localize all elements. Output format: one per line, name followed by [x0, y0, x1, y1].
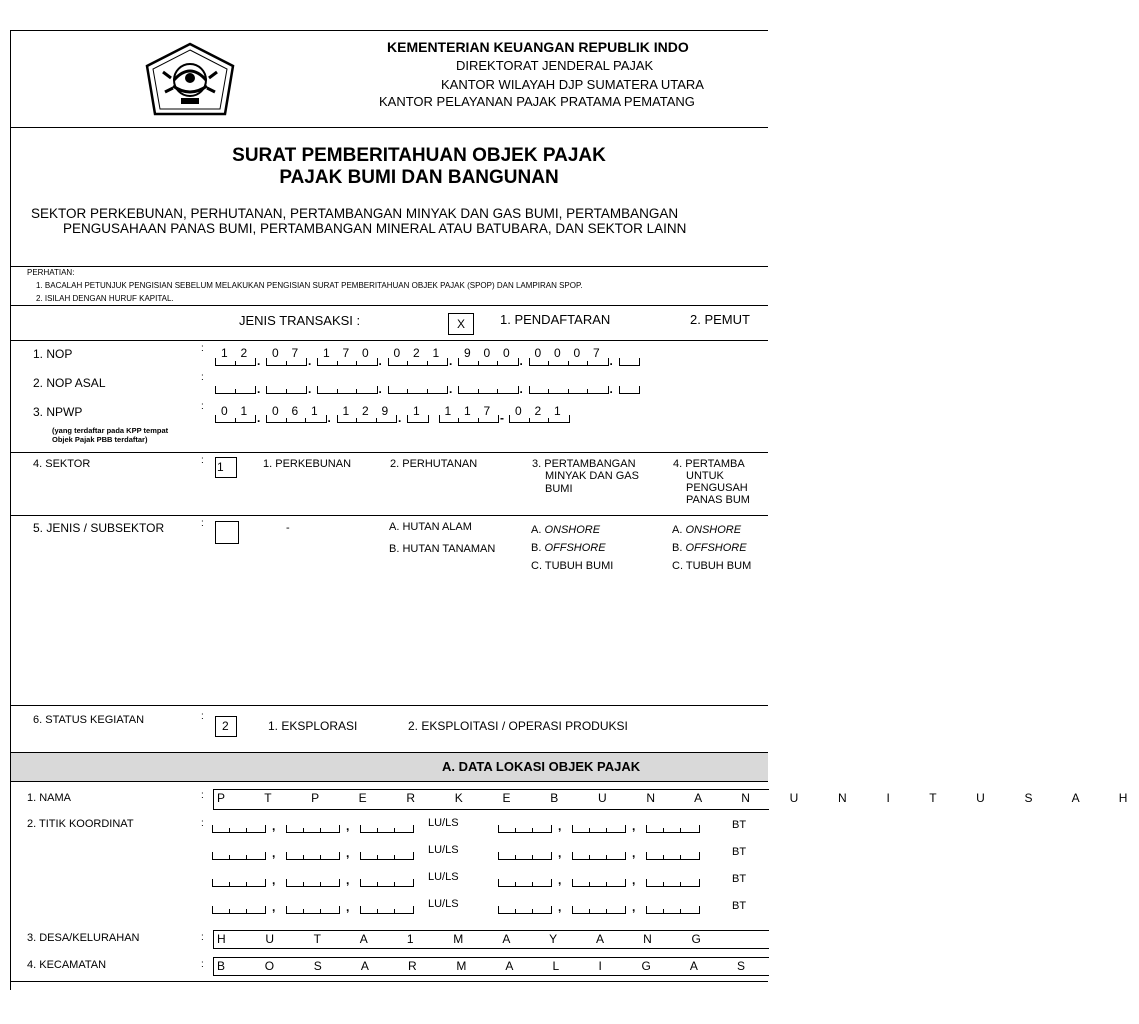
coord-divider: [377, 828, 378, 832]
separator: .: [449, 354, 453, 368]
digit: 1: [554, 404, 561, 418]
sector-option-geothermal-line3: PENGUSAH: [686, 482, 748, 494]
coord-group: [572, 906, 626, 914]
coord-group: [646, 879, 700, 887]
section-a-heading: A. DATA LOKASI OBJEK PAJAK: [442, 759, 641, 774]
separator: .: [327, 411, 331, 425]
coord-group: [360, 852, 414, 860]
coord-divider: [680, 828, 681, 832]
separator: .: [378, 354, 382, 368]
header-directorate: DIREKTORAT JENDERAL PAJAK: [456, 58, 654, 73]
digit: 1: [240, 404, 248, 418]
digit-group: [317, 386, 378, 394]
digit-group: [529, 386, 609, 394]
coord-divider: [229, 828, 230, 832]
subsector-geo-subsurface: C. TUBUH BUM: [672, 560, 752, 572]
coord-group: [212, 906, 266, 914]
desa-label: 3. DESA/KELURAHAN: [27, 932, 140, 944]
coord-comma: ,: [632, 819, 636, 833]
coord-group: [646, 906, 700, 914]
digit-divider: [235, 389, 236, 393]
digit: 7: [291, 346, 299, 360]
nop-colon: :: [201, 343, 204, 354]
notice-item-1: 1. BACALAH PETUNJUK PENGISIAN SEBELUM MELAKUKAN PENGISIAN SURAT PEMBERITAHUAN OBJEK PAJAK (SPOP) DAN LAMPIRAN SPOP.: [36, 281, 583, 290]
sector-label: 4. SEKTOR: [33, 458, 91, 470]
separator: .: [308, 354, 312, 368]
coord-comma: ,: [632, 846, 636, 860]
bt-label: BT: [732, 900, 747, 912]
separator: .: [519, 354, 523, 368]
digit-divider: [529, 418, 530, 422]
npwp-field[interactable]: [213, 402, 768, 428]
coord-divider: [680, 909, 681, 913]
digit-group: [619, 358, 641, 366]
digit-group: [215, 386, 256, 394]
separator: .: [378, 382, 382, 396]
coord-group: [498, 825, 552, 833]
coord-divider: [394, 828, 395, 832]
coord-group: [572, 852, 626, 860]
digit-divider: [497, 361, 498, 365]
coord-divider: [320, 882, 321, 886]
coord-divider: [606, 909, 607, 913]
kecamatan-value: B O S A R M A L I G A S: [217, 959, 757, 973]
coord-group: [360, 825, 414, 833]
status-label: 6. STATUS KEGIATAN: [33, 714, 145, 726]
coord-group: [498, 852, 552, 860]
digit-group: [619, 386, 641, 394]
coord-divider: [229, 855, 230, 859]
coord-divider: [320, 855, 321, 859]
digit: 0: [573, 346, 581, 360]
nama-value: P T P E R K E B U N A N U N I T U S A H: [217, 791, 1139, 805]
digit-divider: [497, 389, 498, 393]
coord-divider: [589, 828, 590, 832]
digit: 9: [464, 346, 471, 360]
tax-logo: [143, 42, 237, 118]
lu-ls-label: LU/LS: [428, 871, 459, 883]
coord-divider: [320, 909, 321, 913]
transaction-type-label: JENIS TRANSAKSI :: [239, 313, 361, 328]
sector-value-box[interactable]: 1: [215, 457, 237, 478]
digit-divider: [356, 361, 357, 365]
digit-divider: [427, 361, 428, 365]
separator: .: [257, 354, 261, 368]
coord-divider: [246, 828, 247, 832]
sector-option-mining-oil-gas-line3: BUMI: [545, 483, 573, 495]
form-title: SURAT PEMBERITAHUAN OBJEK PAJAK: [232, 145, 606, 166]
digit: 1: [413, 404, 420, 418]
digit: 2: [240, 346, 248, 360]
koordinat-label: 2. TITIK KOORDINAT: [27, 818, 134, 830]
coord-group: [646, 852, 700, 860]
transaction-type-checkbox[interactable]: X: [448, 313, 474, 335]
koordinat-grid[interactable]: [210, 816, 768, 926]
subsector-label: 5. JENIS / SUBSEKTOR: [33, 521, 165, 535]
coord-group: [360, 906, 414, 914]
desa-value: H U T A 1 M A Y A N G: [217, 932, 713, 946]
lu-ls-label: LU/LS: [428, 817, 459, 829]
status-colon: :: [201, 711, 204, 722]
header-regional-office: KANTOR WILAYAH DJP SUMATERA UTARA: [441, 77, 704, 92]
sector-colon: :: [201, 455, 204, 466]
digit: 1: [221, 346, 228, 360]
separator: .: [519, 382, 523, 396]
coord-divider: [515, 855, 516, 859]
coord-group: [212, 879, 266, 887]
digit: 0: [515, 404, 522, 418]
digit: 1: [464, 404, 471, 418]
koordinat-colon: :: [201, 818, 204, 829]
nop-label: 1. NOP: [33, 347, 73, 361]
subsector-plantation-dash: -: [286, 522, 290, 534]
digit-divider: [407, 389, 408, 393]
coord-divider: [377, 855, 378, 859]
coord-divider: [303, 882, 304, 886]
coord-comma: ,: [558, 900, 562, 914]
subsector-oil-onshore: A. ONSHORE: [531, 524, 601, 536]
subsector-natural-forest: A. HUTAN ALAM: [389, 521, 472, 533]
coord-divider: [532, 909, 533, 913]
coord-comma: ,: [558, 819, 562, 833]
separator: .: [449, 382, 453, 396]
npwp-label: 3. NPWP: [33, 405, 83, 419]
status-value-box[interactable]: 2: [215, 716, 237, 737]
coord-group: [572, 825, 626, 833]
coord-divider: [394, 855, 395, 859]
nama-label: 1. NAMA: [27, 792, 72, 804]
coord-divider: [303, 855, 304, 859]
header-ministry: KEMENTERIAN KEUANGAN REPUBLIK INDO: [387, 39, 689, 55]
digit-divider: [427, 389, 428, 393]
digit: 0: [483, 346, 491, 360]
header-service-office: KANTOR PELAYANAN PAJAK PRATAMA PEMATANG: [379, 94, 695, 109]
separator: .: [257, 382, 261, 396]
digit-divider: [568, 361, 569, 365]
lu-ls-label: LU/LS: [428, 898, 459, 910]
digit: 0: [221, 404, 228, 418]
digit: 1: [432, 346, 440, 360]
sector-option-geothermal-line2: UNTUK: [686, 470, 724, 482]
coord-divider: [532, 855, 533, 859]
coord-divider: [303, 828, 304, 832]
kecamatan-colon: :: [201, 959, 204, 970]
desa-colon: :: [201, 932, 204, 943]
nop-field[interactable]: [213, 346, 768, 368]
coord-divider: [320, 828, 321, 832]
nop-asal-colon: :: [201, 372, 204, 383]
coord-comma: ,: [272, 819, 276, 833]
digit-divider: [478, 389, 479, 393]
digit-divider: [286, 361, 287, 365]
coord-divider: [663, 828, 664, 832]
digit: 2: [362, 404, 369, 418]
coord-comma: ,: [346, 819, 350, 833]
notice-heading: PERHATIAN:: [27, 268, 75, 277]
notice-item-2: 2. ISILAH DENGAN HURUF KAPITAL.: [36, 294, 174, 303]
sector-option-plantation: 1. PERKEBUNAN: [263, 458, 352, 470]
coord-divider: [606, 882, 607, 886]
coord-group: [212, 825, 266, 833]
coord-comma: ,: [346, 846, 350, 860]
form-subtitle: PAJAK BUMI DAN BANGUNAN: [279, 167, 559, 188]
digit-divider: [337, 361, 338, 365]
digit-divider: [305, 418, 306, 422]
coord-group: [286, 906, 340, 914]
coord-group: [212, 852, 266, 860]
coord-comma: ,: [272, 900, 276, 914]
coord-divider: [532, 882, 533, 886]
digit-divider: [286, 418, 287, 422]
coord-divider: [394, 909, 395, 913]
bt-label: BT: [732, 846, 747, 858]
nop-asal-field[interactable]: [213, 376, 768, 398]
sector-description-line1: SEKTOR PERKEBUNAN, PERHUTANAN, PERTAMBANGAN MINYAK DAN GAS BUMI, PERTAMBANGAN: [31, 206, 679, 221]
coord-divider: [663, 882, 664, 886]
npwp-note-line2: Objek Pajak PBB terdaftar): [52, 435, 148, 444]
digit: 2: [534, 404, 542, 418]
sector-option-geothermal-line1: 4. PERTAMBA: [673, 458, 745, 470]
nop-asal-label: 2. NOP ASAL: [33, 376, 106, 390]
coord-divider: [246, 882, 247, 886]
digit-divider: [587, 389, 588, 393]
coord-divider: [246, 855, 247, 859]
coord-divider: [606, 828, 607, 832]
status-option-exploitation: 2. EKSPLOITASI / OPERASI PRODUKSI: [408, 719, 628, 733]
digit: 0: [534, 346, 542, 360]
digit-divider: [235, 418, 236, 422]
transaction-option-update: 2. PEMUT: [690, 312, 750, 327]
coord-divider: [515, 828, 516, 832]
transaction-option-registration: 1. PENDAFTARAN: [500, 312, 611, 327]
coord-divider: [515, 882, 516, 886]
sector-option-mining-oil-gas-line2: MINYAK DAN GAS: [545, 470, 639, 482]
digit: 7: [342, 346, 350, 360]
digit: 1: [311, 404, 318, 418]
digit-divider: [478, 361, 479, 365]
digit: 0: [272, 404, 279, 418]
digit: 2: [413, 346, 420, 360]
sector-description-line2: PENGUSAHAAN PANAS BUMI, PERTAMBANGAN MINERAL ATAU BATUBARA, DAN SEKTOR LAINN: [63, 221, 687, 236]
coord-comma: ,: [558, 873, 562, 887]
subsector-oil-offshore: B. OFFSHORE: [531, 542, 606, 554]
coord-comma: ,: [346, 900, 350, 914]
section-a-header: [11, 753, 768, 781]
coord-divider: [394, 882, 395, 886]
coord-group: [646, 825, 700, 833]
coord-divider: [303, 909, 304, 913]
coord-comma: ,: [558, 846, 562, 860]
digit: 1: [342, 404, 350, 418]
subsector-colon: :: [201, 518, 204, 529]
coord-divider: [680, 855, 681, 859]
coord-divider: [680, 882, 681, 886]
coord-group: [572, 879, 626, 887]
digit: 1: [444, 404, 452, 418]
digit-divider: [458, 418, 459, 422]
coord-divider: [589, 855, 590, 859]
digit-divider: [548, 361, 549, 365]
subsector-geo-offshore: B. OFFSHORE: [672, 542, 747, 554]
coord-group: [498, 906, 552, 914]
coord-group: [286, 879, 340, 887]
separator: .: [609, 382, 613, 396]
lu-ls-label: LU/LS: [428, 844, 459, 856]
digit-divider: [286, 389, 287, 393]
digit-divider: [568, 389, 569, 393]
digit-divider: [407, 361, 408, 365]
sector-option-geothermal-line4: PANAS BUM: [686, 494, 750, 506]
digit-divider: [587, 361, 588, 365]
coord-group: [286, 852, 340, 860]
coord-group: [286, 825, 340, 833]
digit-divider: [356, 389, 357, 393]
coord-divider: [515, 909, 516, 913]
digit: 7: [593, 346, 600, 360]
bt-label: BT: [732, 819, 747, 831]
bt-label: BT: [732, 873, 747, 885]
digit-divider: [235, 361, 236, 365]
coord-divider: [377, 882, 378, 886]
digit: 0: [393, 346, 401, 360]
sector-option-forestry: 2. PERHUTANAN: [390, 458, 478, 470]
digit-group: [388, 386, 449, 394]
coord-divider: [663, 909, 664, 913]
digit-divider: [478, 418, 479, 422]
digit-divider: [548, 418, 549, 422]
coord-comma: ,: [632, 900, 636, 914]
status-option-exploration: 1. EKSPLORASI: [268, 719, 358, 733]
coord-comma: ,: [272, 873, 276, 887]
coord-divider: [532, 828, 533, 832]
digit-divider: [376, 418, 377, 422]
nama-colon: :: [201, 790, 204, 801]
digit: 0: [272, 346, 279, 360]
digit: 0: [554, 346, 561, 360]
coord-divider: [229, 882, 230, 886]
separator: .: [308, 382, 312, 396]
sector-option-mining-oil-gas-line1: 3. PERTAMBANGAN: [532, 458, 636, 470]
coord-comma: ,: [272, 846, 276, 860]
subsector-value-box[interactable]: [215, 521, 239, 544]
coord-divider: [606, 855, 607, 859]
coord-divider: [377, 909, 378, 913]
npwp-colon: :: [201, 401, 204, 412]
digit: 0: [362, 346, 369, 360]
digit: 9: [381, 404, 389, 418]
digit-divider: [356, 418, 357, 422]
npwp-note-line1: (yang terdaftar pada KPP tempat: [52, 426, 169, 435]
digit: 7: [483, 404, 491, 418]
subsector-geo-onshore: A. ONSHORE: [672, 524, 742, 536]
coord-divider: [229, 909, 230, 913]
kecamatan-label: 4. KECAMATAN: [27, 959, 107, 971]
subsector-oil-subsurface: C. TUBUH BUMI: [531, 560, 614, 572]
coord-divider: [589, 882, 590, 886]
separator: .: [609, 354, 613, 368]
coord-divider: [246, 909, 247, 913]
subsector-plantation-forest: B. HUTAN TANAMAN: [389, 543, 496, 555]
separator: -: [500, 411, 504, 425]
coord-group: [498, 879, 552, 887]
digit-divider: [337, 389, 338, 393]
digit-group: [266, 386, 307, 394]
coord-group: [360, 879, 414, 887]
digit-group: [458, 386, 519, 394]
separator: .: [257, 411, 261, 425]
coord-divider: [663, 855, 664, 859]
digit: 0: [503, 346, 510, 360]
digit: 6: [291, 404, 299, 418]
separator: .: [398, 411, 402, 425]
coord-divider: [589, 909, 590, 913]
digit-divider: [548, 389, 549, 393]
digit: 1: [323, 346, 330, 360]
coord-comma: ,: [632, 873, 636, 887]
coord-comma: ,: [346, 873, 350, 887]
